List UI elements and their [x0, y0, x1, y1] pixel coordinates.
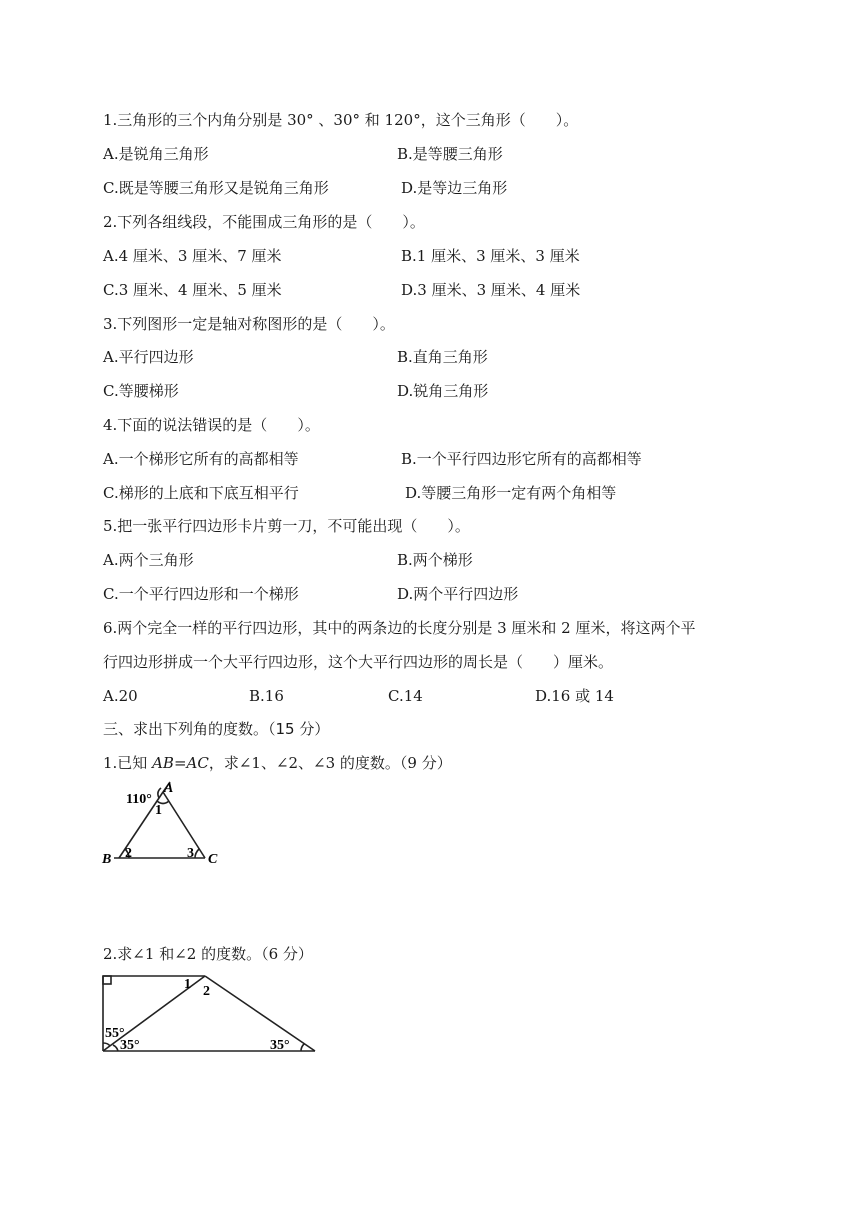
section-3-question-2: 2.求∠1 和∠2 的度数。（6 分）	[103, 945, 313, 963]
section-3-heading: 三、求出下列角的度数。（15 分）	[103, 720, 330, 738]
question-1-given: AB=AC	[152, 754, 209, 772]
question-2-option-b: B.1 厘米、3 厘米、3 厘米	[401, 247, 580, 265]
label-110: 110°	[126, 792, 152, 807]
label-trap-1: 1	[184, 977, 191, 992]
question-4-option-b: B.一个平行四边形它所有的高都相等	[401, 450, 642, 468]
question-4-option-c: C.梯形的上底和下底互相平行	[103, 484, 299, 502]
question-2-option-c: C.3 厘米、4 厘米、5 厘米	[103, 281, 282, 299]
label-3: 3	[187, 846, 194, 861]
question-1-option-c: C.既是等腰三角形又是锐角三角形	[103, 179, 329, 197]
question-3-option-a: A.平行四边形	[103, 348, 194, 366]
label-c: C	[208, 852, 218, 867]
question-5-option-d: D.两个平行四边形	[397, 585, 519, 603]
question-6-stem-line-1: 6.两个完全一样的平行四边形，其中的两条边的长度分别是 3 厘米和 2 厘米，将这两个平	[103, 619, 696, 637]
question-6-option-d: D.16 或 14	[535, 687, 614, 705]
question-5-option-c: C.一个平行四边形和一个梯形	[103, 585, 299, 603]
question-4-option-a: A.一个梯形它所有的高都相等	[103, 450, 299, 468]
label-a: A	[164, 781, 174, 796]
label-35-right: 35°	[270, 1038, 290, 1053]
question-4-stem: 4.下面的说法错误的是（ ）。	[103, 416, 320, 434]
question-6-option-a: A.20	[103, 687, 138, 705]
label-trap-2: 2	[203, 984, 210, 999]
question-6-stem-line-2: 行四边形拼成一个大平行四边形，这个大平行四边形的周长是（ ）厘米。	[103, 653, 614, 671]
label-1: 1	[155, 803, 162, 818]
question-3-option-c: C.等腰梯形	[103, 382, 179, 400]
question-1-stem: 1.三角形的三个内角分别是 30° 、30° 和 120°，这个三角形（ ）。	[103, 111, 579, 129]
trap-right	[205, 976, 315, 1051]
label-b: B	[102, 852, 112, 867]
right-angle-mark	[103, 976, 111, 984]
angle-35-left-arc	[113, 1045, 118, 1051]
question-6-option-c: C.14	[388, 687, 423, 705]
label-2: 2	[125, 846, 132, 861]
question-1-option-b: B.是等腰三角形	[397, 145, 503, 163]
question-5-option-b: B.两个梯形	[397, 551, 473, 569]
question-5-option-a: A.两个三角形	[103, 551, 194, 569]
question-1-prefix: 1.已知	[103, 754, 153, 772]
question-2-option-a: A.4 厘米、3 厘米、7 厘米	[103, 247, 282, 265]
angle-55-arc	[103, 1043, 110, 1046]
label-35-left: 35°	[120, 1038, 140, 1053]
question-3-stem: 3.下列图形一定是轴对称图形的是（ ）。	[103, 315, 395, 333]
question-1-option-a: A.是锐角三角形	[103, 145, 209, 163]
angle-35-right-arc	[301, 1044, 304, 1051]
question-5-stem: 5.把一张平行四边形卡片剪一刀，不可能出现（ ）。	[103, 517, 470, 535]
question-3-option-b: B.直角三角形	[397, 348, 488, 366]
angle-3-arc	[195, 849, 199, 858]
question-3-option-d: D.锐角三角形	[397, 382, 489, 400]
question-6-option-b: B.16	[249, 687, 284, 705]
label-55: 55°	[105, 1026, 125, 1041]
question-4-option-d: D.等腰三角形一定有两个角相等	[405, 484, 617, 502]
question-1-suffix: ，求∠1、∠2、∠3 的度数。（9 分）	[208, 754, 452, 772]
question-2-option-d: D.3 厘米、3 厘米、4 厘米	[401, 281, 581, 299]
question-1-option-d: D.是等边三角形	[401, 179, 508, 197]
question-2-stem: 2.下列各组线段，不能围成三角形的是（ ）。	[103, 213, 425, 231]
side-ac	[163, 792, 205, 858]
